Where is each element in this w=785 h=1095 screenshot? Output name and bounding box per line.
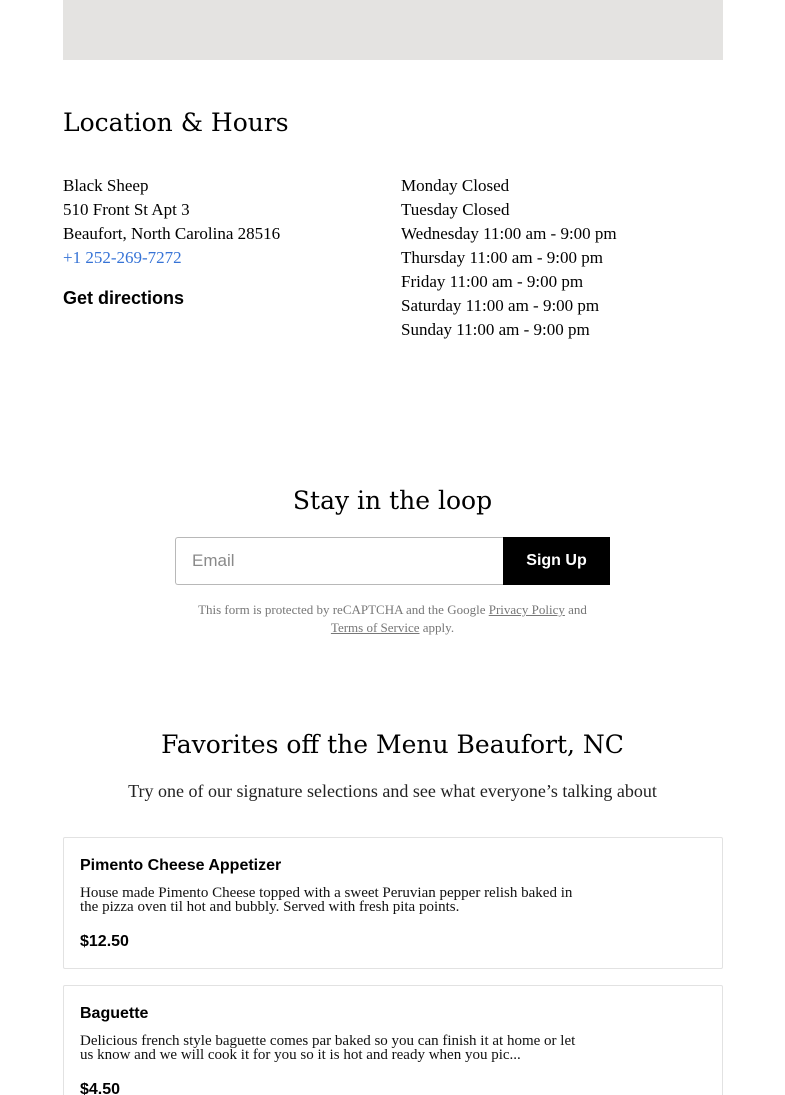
menu-item-name: Baguette: [80, 1005, 149, 1022]
business-name: Black Sheep: [63, 176, 149, 195]
favorites-title: Favorites off the Menu Beaufort, NC: [161, 730, 624, 759]
newsletter-form: [175, 537, 610, 585]
address-block: [63, 174, 280, 270]
sign-up-button[interactable]: Sign Up: [503, 537, 610, 585]
menu-item-price: $4.50: [80, 1081, 121, 1095]
hours-list: [401, 174, 617, 342]
hours-monday: Monday Closed: [401, 176, 510, 195]
get-directions-link[interactable]: Get directions: [63, 288, 185, 308]
recaptcha-notice: [0, 601, 785, 637]
map-placeholder: [63, 0, 723, 60]
email-input[interactable]: [175, 537, 503, 585]
newsletter-title: Stay in the loop: [292, 486, 493, 515]
city-state-zip: Beaufort, North Carolina 28516: [63, 224, 281, 243]
recaptcha-and: and: [568, 602, 587, 617]
hours-friday: Friday 11:00 am - 9:00 pm: [401, 272, 584, 291]
favorites-subtitle: Try one of our signature selections and see what everyone’s talking about: [128, 781, 657, 801]
menu-item-description: House made Pimento Cheese topped with a sweet Peruvian pepper relish baked in the pizza oven til hot and bubbly. Served with fresh pita points.: [80, 885, 573, 915]
menu-item-description: Delicious french style baguette comes par baked so you can finish it at home or let us know and we will cook it for you so it is hot and ready when you pic...: [80, 1033, 576, 1063]
privacy-policy-link[interactable]: Privacy Policy: [488, 602, 565, 617]
hours-tuesday: Tuesday Closed: [401, 200, 510, 219]
street-address: 510 Front St Apt 3: [63, 200, 190, 219]
recaptcha-apply: apply.: [422, 620, 455, 635]
menu-item-price: $12.50: [80, 933, 129, 950]
hours-sunday: Sunday 11:00 am - 9:00 pm: [401, 320, 590, 339]
terms-of-service-link[interactable]: Terms of Service: [330, 620, 420, 635]
menu-item-card[interactable]: [63, 985, 723, 1095]
hours-wednesday: Wednesday 11:00 am - 9:00 pm: [401, 224, 617, 243]
hours-thursday: Thursday 11:00 am - 9:00 pm: [401, 248, 603, 267]
phone-link[interactable]: +1 252-269-7272: [63, 248, 182, 267]
hours-saturday: Saturday 11:00 am - 9:00 pm: [401, 296, 600, 315]
menu-item-card[interactable]: [63, 837, 723, 969]
location-hours-title: Location & Hours: [63, 108, 289, 137]
menu-item-name: Pimento Cheese Appetizer: [80, 857, 282, 874]
recaptcha-prefix: This form is protected by reCAPTCHA and the Google: [198, 602, 486, 617]
